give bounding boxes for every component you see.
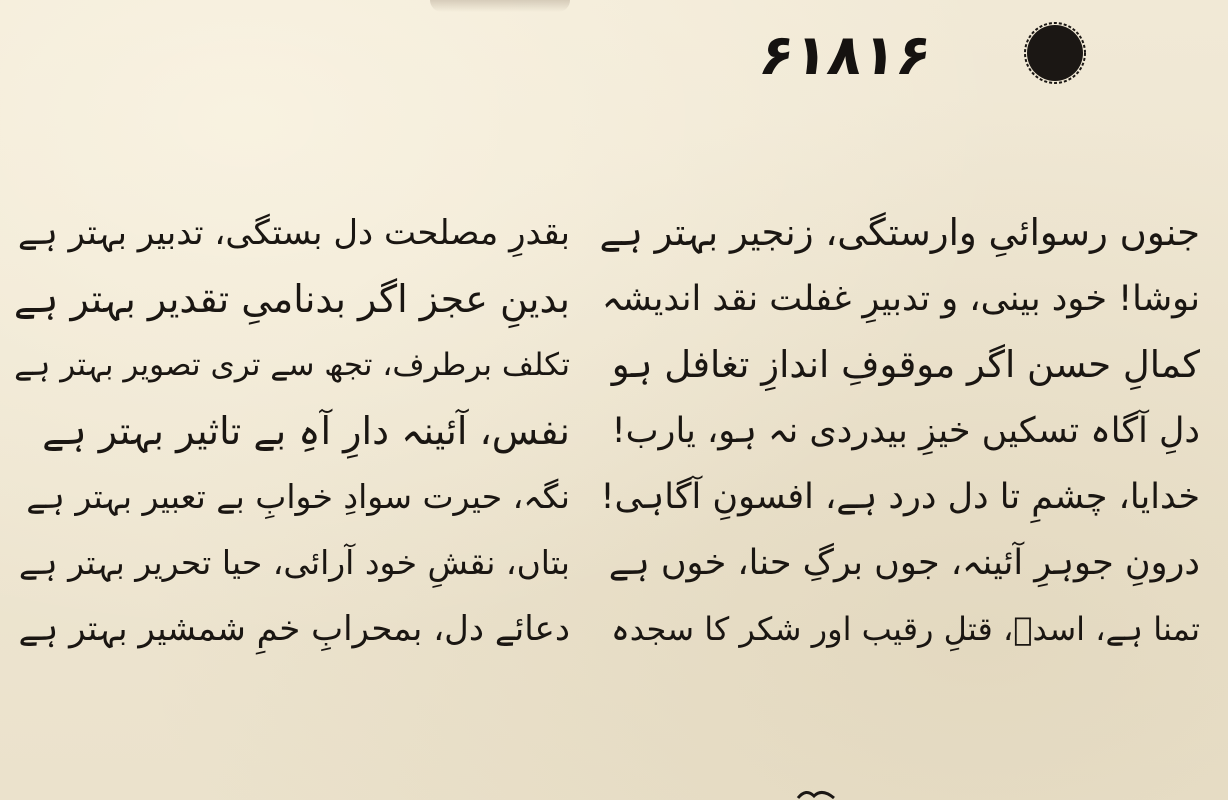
verse-line: تکلف برطرف، تجھ سے تری تصویر بہتر ہے (14, 347, 570, 383)
verse-line: بتاں، نقشِ خود آرائی، حیا تحریر بہتر ہے (18, 543, 570, 582)
bullet-icon (1024, 22, 1086, 84)
verse-line: دعائے دل، بمحرابِ خمِ شمشیر بہتر ہے (18, 609, 570, 649)
verse-line: نوشا! خود بینی، و تدبیرِ غفلت نقد اندیشہ (601, 279, 1200, 319)
verse-column-right (600, 200, 1200, 662)
verse-line: تمنا ہے، اسدؔ، قتلِ رقیب اور شکر کا سجدہ (611, 610, 1200, 648)
page-edge-mark (796, 786, 836, 800)
verse-line: درونِ جوہرِ آئینہ، جوں برگِ حنا، خوں ہے (608, 543, 1200, 583)
verse-line: کمالِ حسن اگر موقوفِ اندازِ تغافل ہو (611, 343, 1200, 386)
verse-line: نفس، آئینہ دارِ آہِ بے تاثیر بہتر ہے (42, 409, 570, 453)
verse-line: خدایا، چشمِ تا دل درد ہے، افسونِ آگاہی! (600, 477, 1200, 517)
verse-column-left (14, 200, 570, 662)
verse-line: نگہ، حیرت سوادِ خوابِ بے تعبیر بہتر ہے (26, 477, 570, 516)
verse-line: بقدرِ مصلحت دل بستگی، تدبیر بہتر ہے (17, 213, 570, 253)
verse-line: جنوں رسوائیِ وارستگی، زنجیر بہتر ہے (600, 211, 1200, 254)
year-marker (755, 20, 936, 90)
verse-line: دلِ آگاہ تسکیں خیزِ بیدردی نہ ہو، یارب! (611, 411, 1200, 451)
year-label: ۶۱۸۱۶ (755, 22, 936, 88)
verse-line: بدینِ عجز اگر بدنامیِ تقدیر بہتر ہے (14, 277, 570, 321)
scan-shadow (430, 0, 570, 12)
